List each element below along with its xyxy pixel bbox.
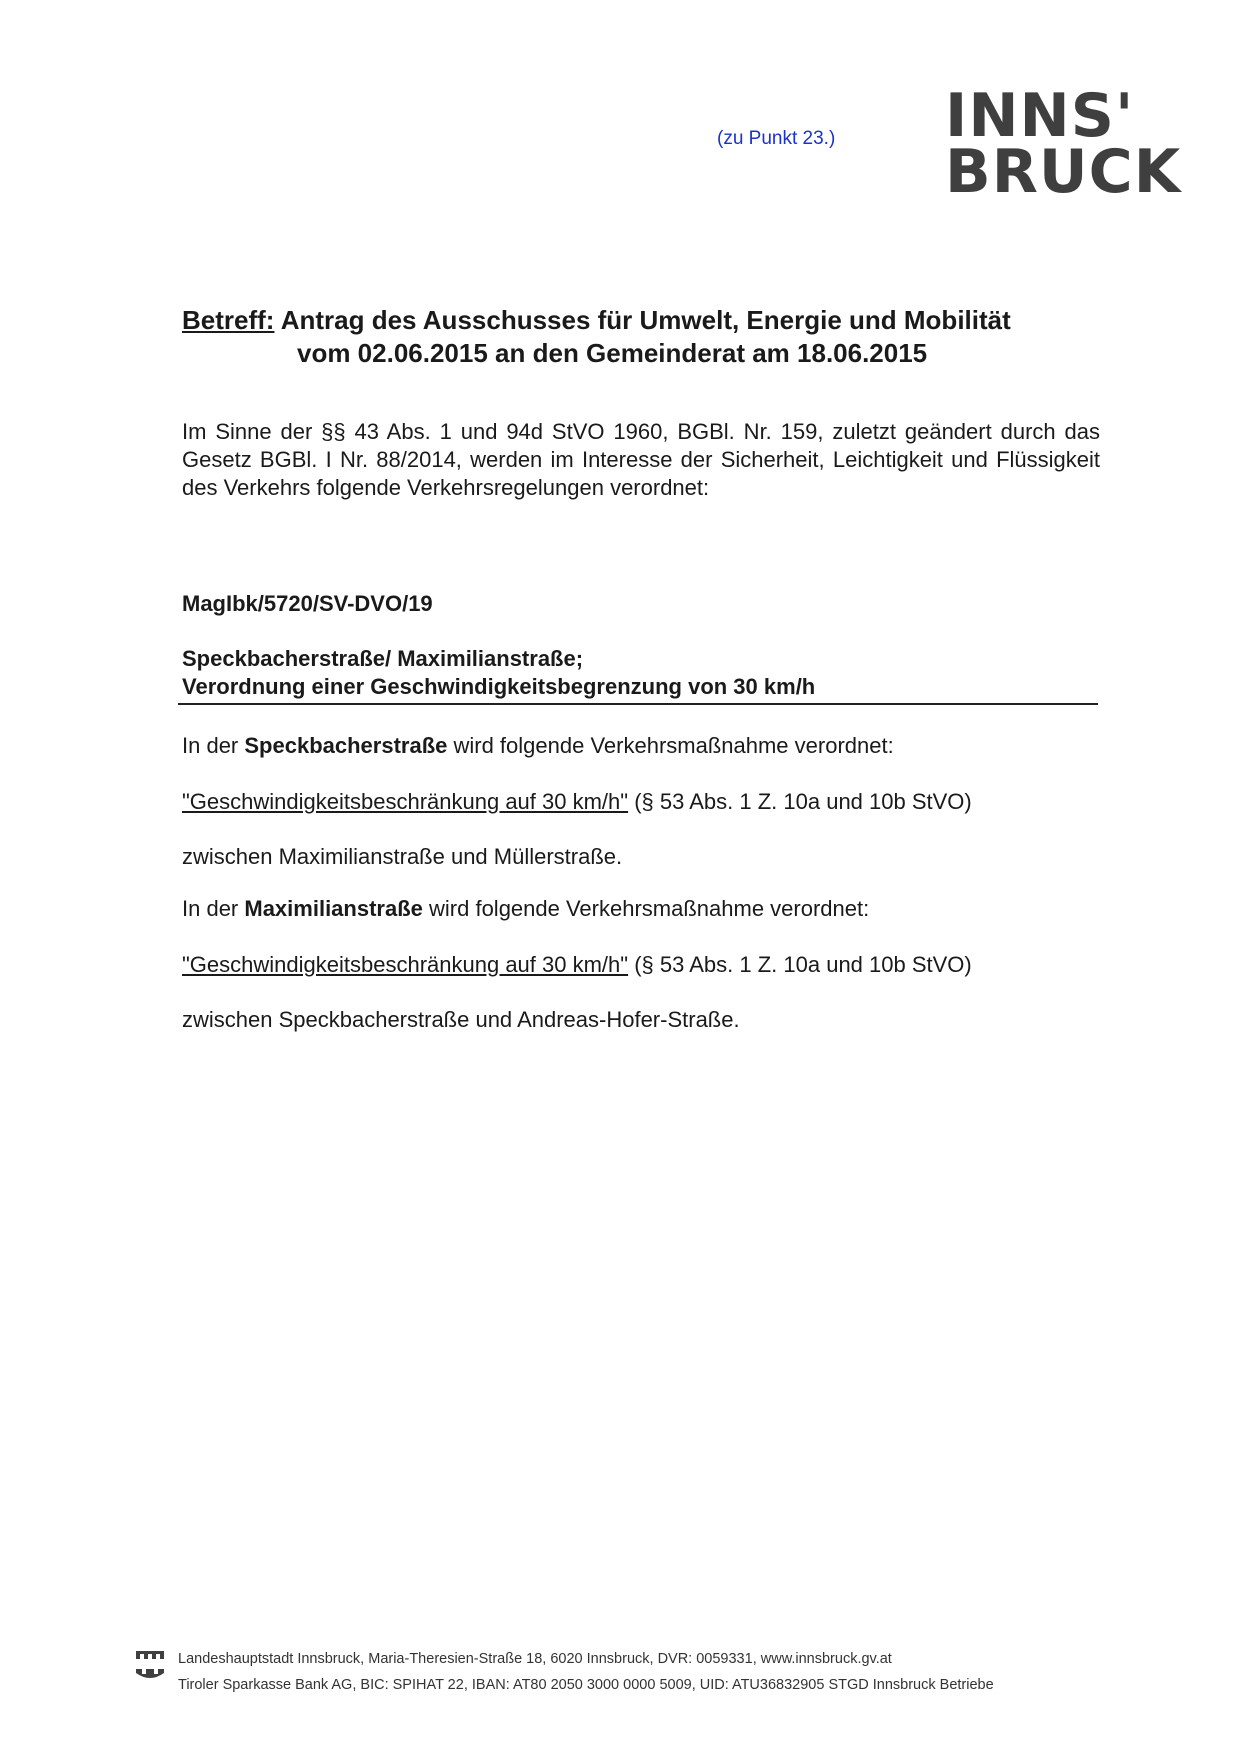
section-1-street: Speckbacherstraße: [244, 733, 448, 758]
subject-line-1: Antrag des Ausschusses für Umwelt, Energie und Mobilität: [280, 305, 1011, 335]
section-2-intro: [182, 895, 1102, 923]
section-2-measure-line: [182, 951, 1102, 979]
section-1-suffix: wird folgende Verkehrsmaßnahme verordnet:: [447, 733, 894, 758]
subject-label: Betreff:: [182, 305, 275, 335]
section-2-range: zwischen Speckbacherstraße und Andreas-Hofer-Straße.: [182, 1007, 740, 1032]
intro-paragraph: Im Sinne der §§ 43 Abs. 1 und 94d StVO 1960, BGBl. Nr. 159, zuletzt geändert durch das Gesetz BGBl. I Nr. 88/2014, werden im Interesse der Sicherheit, Leichtigkeit und Flüssigkeit des Verkehrs folgende Verkehrsregelungen verordnet:: [182, 419, 1100, 500]
agenda-note: (zu Punkt 23.): [717, 128, 836, 149]
heading-line-2: Verordnung einer Geschwindigkeitsbegrenzung von 30 km/h: [182, 674, 816, 699]
section-2-law: (§ 53 Abs. 1 Z. 10a und 10b StVO): [628, 952, 972, 977]
footer-line-2: Tiroler Sparkasse Bank AG, BIC: SPIHAT 22, IBAN: AT80 2050 3000 0000 5009, UID: ATU36832905 STGD Innsbruck Betriebe: [178, 1677, 994, 1693]
section-1-law: (§ 53 Abs. 1 Z. 10a und 10b StVO): [628, 789, 972, 814]
section-2-suffix: wird folgende Verkehrsmaßnahme verordnet:: [422, 896, 870, 921]
section-1-measure: "Geschwindigkeitsbeschränkung auf 30 km/h": [182, 789, 629, 814]
subject-line-2: vom 02.06.2015 an den Gemeinderat am 18.06.2015: [297, 338, 928, 368]
section-2-street: Maximilianstraße: [244, 896, 423, 921]
reference-number: MagIbk/5720/SV-DVO/19: [182, 591, 433, 616]
innsbruck-logo: [945, 81, 1182, 207]
city-emblem-icon: [134, 1649, 166, 1685]
footer-line-1: Landeshauptstadt Innsbruck, Maria-Theresien-Straße 18, 6020 Innsbruck, DVR: 0059331, www.innsbruck.gv.at: [178, 1651, 892, 1667]
section-1-range: zwischen Maximilianstraße und Müllerstraße.: [182, 844, 623, 869]
logo-line-1: INNS': [945, 81, 1135, 151]
section-2-prefix: In der: [182, 896, 245, 921]
logo-line-2: BRUCK: [945, 137, 1182, 207]
section-2-measure: "Geschwindigkeitsbeschränkung auf 30 km/h": [182, 952, 629, 977]
section-1-measure-line: [182, 788, 1102, 816]
section-1-intro: [182, 732, 1102, 760]
section-1-prefix: In der: [182, 733, 245, 758]
subject-block: [182, 304, 1102, 370]
heading-line-1: Speckbacherstraße/ Maximilianstraße;: [182, 646, 584, 671]
heading-divider: [178, 703, 1098, 705]
regulation-heading: [182, 645, 1098, 701]
